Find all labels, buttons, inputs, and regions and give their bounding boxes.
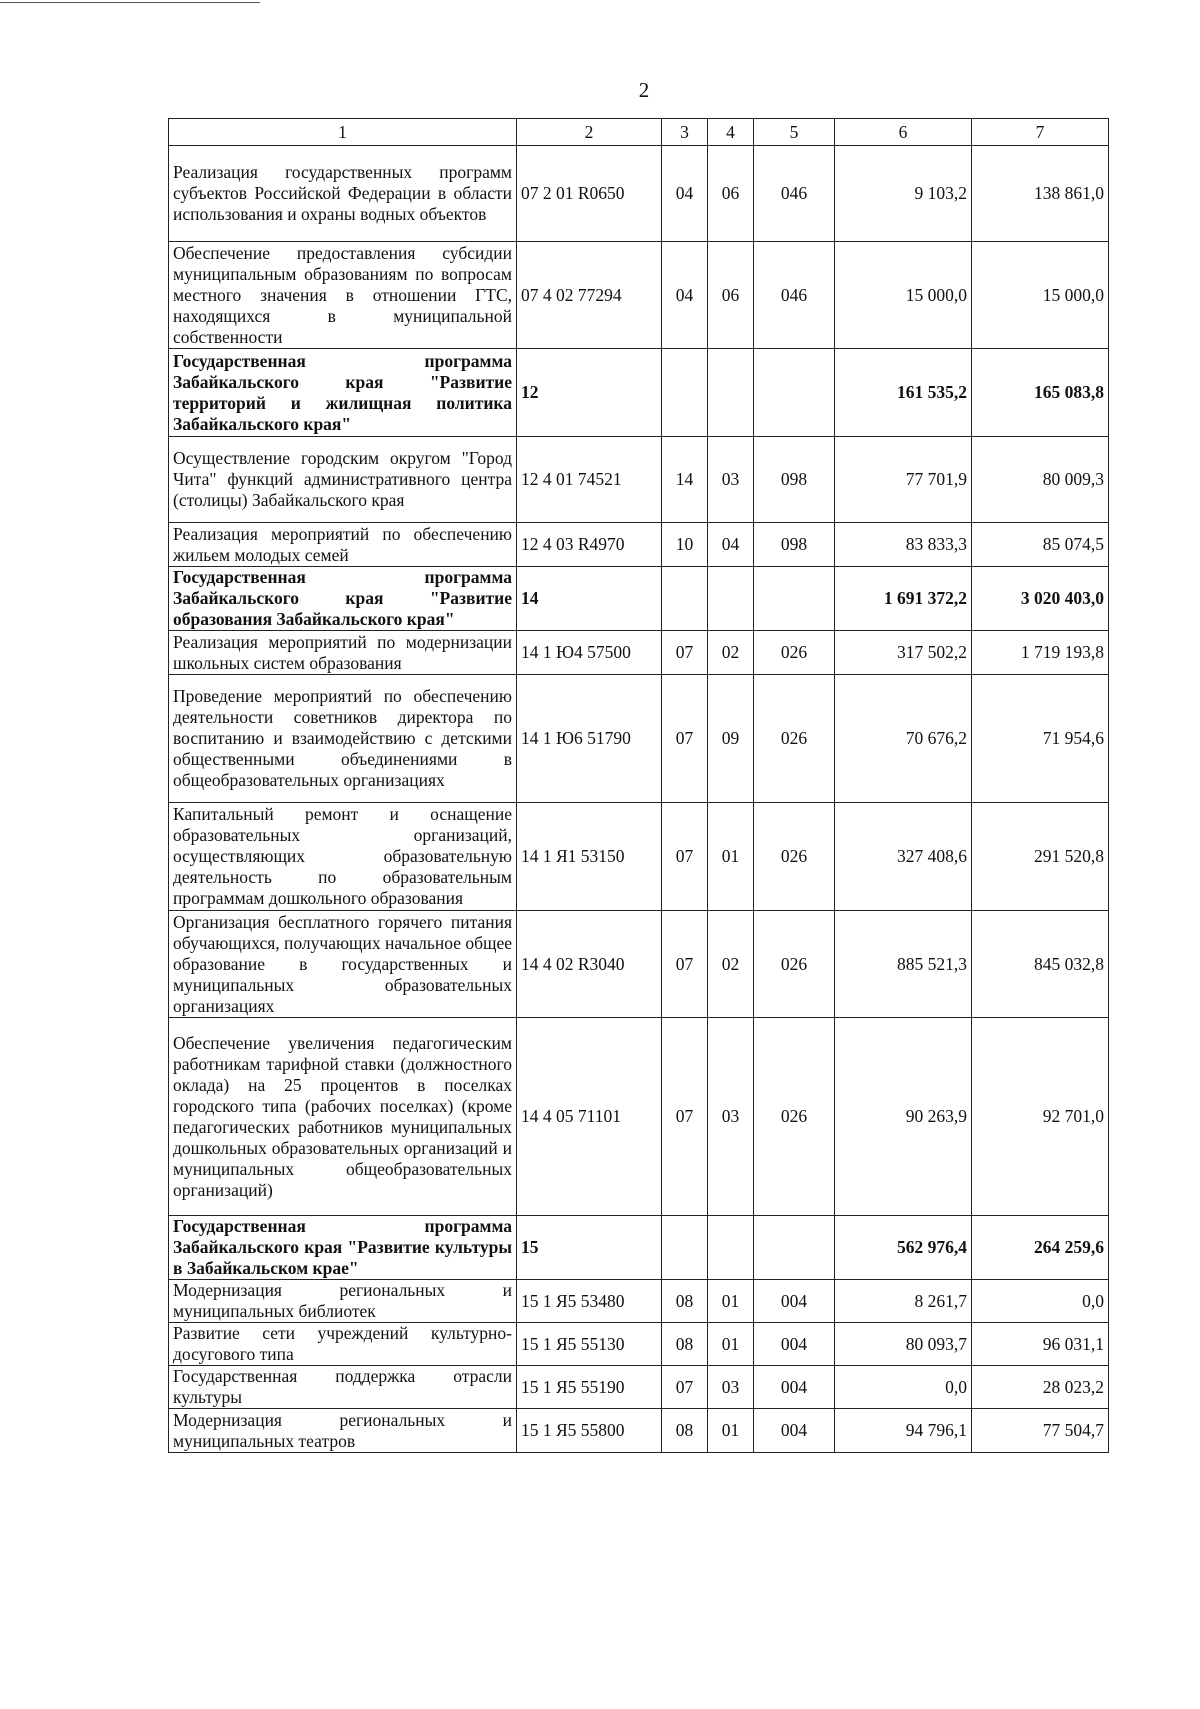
- target-code-cell: 07 4 02 77294: [517, 242, 662, 349]
- column-header: 6: [835, 119, 972, 146]
- admin-code-cell: [754, 567, 835, 631]
- table-row: [169, 523, 1109, 567]
- target-code-cell: 15 1 Я5 55190: [517, 1366, 662, 1409]
- table-row: [169, 1409, 1109, 1453]
- amount-col6-cell: 327 408,6: [835, 803, 972, 911]
- section-cell: 08: [662, 1409, 708, 1453]
- amount-col7-cell: 165 083,8: [972, 349, 1109, 437]
- amount-col6-cell: 562 976,4: [835, 1216, 972, 1280]
- table-row: [169, 631, 1109, 675]
- table-row: [169, 1366, 1109, 1409]
- section-cell: 07: [662, 911, 708, 1018]
- table-row: [169, 437, 1109, 523]
- admin-code-cell: 098: [754, 523, 835, 567]
- column-header: 5: [754, 119, 835, 146]
- amount-col6-cell: 77 701,9: [835, 437, 972, 523]
- section-cell: [662, 567, 708, 631]
- admin-code-cell: [754, 1216, 835, 1280]
- row-name-cell: Государственная программа Забайкальского края "Развитие культуры в Забайкальском крае": [169, 1216, 517, 1280]
- target-code-cell: 07 2 01 R0650: [517, 146, 662, 242]
- budget-table: [168, 118, 1109, 1453]
- amount-col6-cell: 83 833,3: [835, 523, 972, 567]
- amount-col7-cell: 96 031,1: [972, 1323, 1109, 1366]
- target-code-cell: 12 4 03 R4970: [517, 523, 662, 567]
- section-cell: 07: [662, 803, 708, 911]
- section-cell: 08: [662, 1280, 708, 1323]
- target-code-cell: 15 1 Я5 53480: [517, 1280, 662, 1323]
- row-name-cell: Развитие сети учреждений культурно-досугового типа: [169, 1323, 517, 1366]
- table-row: [169, 146, 1109, 242]
- subsection-cell: 01: [708, 1323, 754, 1366]
- target-code-cell: 15 1 Я5 55130: [517, 1323, 662, 1366]
- admin-code-cell: 004: [754, 1323, 835, 1366]
- target-code-cell: 14 1 Ю4 57500: [517, 631, 662, 675]
- amount-col7-cell: 92 701,0: [972, 1018, 1109, 1216]
- admin-code-cell: 026: [754, 803, 835, 911]
- amount-col6-cell: 1 691 372,2: [835, 567, 972, 631]
- amount-col6-cell: 8 261,7: [835, 1280, 972, 1323]
- amount-col7-cell: 28 023,2: [972, 1366, 1109, 1409]
- section-cell: 07: [662, 1018, 708, 1216]
- table-row: [169, 1323, 1109, 1366]
- subsection-cell: 01: [708, 803, 754, 911]
- subsection-cell: 02: [708, 911, 754, 1018]
- amount-col6-cell: 885 521,3: [835, 911, 972, 1018]
- amount-col7-cell: 77 504,7: [972, 1409, 1109, 1453]
- column-header: 1: [169, 119, 517, 146]
- amount-col7-cell: 291 520,8: [972, 803, 1109, 911]
- target-code-cell: 15 1 Я5 55800: [517, 1409, 662, 1453]
- row-name-cell: Капитальный ремонт и оснащение образовательных организаций, осуществляющих образовательную деятельность по образовательным программам дошкольного образования: [169, 803, 517, 911]
- subsection-cell: [708, 567, 754, 631]
- amount-col6-cell: 94 796,1: [835, 1409, 972, 1453]
- row-name-cell: Реализация мероприятий по обеспечению жильем молодых семей: [169, 523, 517, 567]
- amount-col6-cell: 161 535,2: [835, 349, 972, 437]
- admin-code-cell: 004: [754, 1280, 835, 1323]
- section-cell: 10: [662, 523, 708, 567]
- row-name-cell: Реализация государственных программ субъектов Российской Федерации в области использования и охраны водных объектов: [169, 146, 517, 242]
- section-cell: 07: [662, 675, 708, 803]
- amount-col6-cell: 0,0: [835, 1366, 972, 1409]
- table-row: [169, 911, 1109, 1018]
- amount-col6-cell: 90 263,9: [835, 1018, 972, 1216]
- amount-col7-cell: 15 000,0: [972, 242, 1109, 349]
- row-name-cell: Государственная программа Забайкальского края "Развитие территорий и жилищная политика Забайкальского края": [169, 349, 517, 437]
- subsection-cell: 04: [708, 523, 754, 567]
- amount-col6-cell: 317 502,2: [835, 631, 972, 675]
- subsection-cell: [708, 349, 754, 437]
- section-cell: 04: [662, 242, 708, 349]
- program-row: [169, 1216, 1109, 1280]
- amount-col7-cell: 138 861,0: [972, 146, 1109, 242]
- row-name-cell: Модернизация региональных и муниципальных театров: [169, 1409, 517, 1453]
- amount-col7-cell: 264 259,6: [972, 1216, 1109, 1280]
- amount-col7-cell: 71 954,6: [972, 675, 1109, 803]
- target-code-cell: 14 1 Ю6 51790: [517, 675, 662, 803]
- row-name-cell: Обеспечение увеличения педагогическим работникам тарифной ставки (должностного оклада) на 25 процентов в поселках городского типа (рабочих поселках) (кроме педагогических работников муниципальных дошкольных образовательных организаций и муниципальных общеобразовательных организаций): [169, 1018, 517, 1216]
- amount-col7-cell: 85 074,5: [972, 523, 1109, 567]
- subsection-cell: 06: [708, 242, 754, 349]
- target-code-cell: 14 4 05 71101: [517, 1018, 662, 1216]
- section-cell: [662, 1216, 708, 1280]
- table-row: [169, 1018, 1109, 1216]
- amount-col6-cell: 15 000,0: [835, 242, 972, 349]
- admin-code-cell: 046: [754, 242, 835, 349]
- table-header-row: [169, 119, 1109, 146]
- subsection-cell: 01: [708, 1409, 754, 1453]
- column-header: 2: [517, 119, 662, 146]
- amount-col7-cell: 1 719 193,8: [972, 631, 1109, 675]
- program-row: [169, 349, 1109, 437]
- admin-code-cell: 026: [754, 675, 835, 803]
- table-row: [169, 242, 1109, 349]
- row-name-cell: Организация бесплатного горячего питания обучающихся, получающих начальное общее образование в государственных и муниципальных образовательных организациях: [169, 911, 517, 1018]
- section-cell: 07: [662, 631, 708, 675]
- column-header: 3: [662, 119, 708, 146]
- subsection-cell: 06: [708, 146, 754, 242]
- target-code-cell: 15: [517, 1216, 662, 1280]
- subsection-cell: 01: [708, 1280, 754, 1323]
- column-header: 4: [708, 119, 754, 146]
- page-number: 2: [638, 78, 650, 102]
- row-name-cell: Осуществление городским округом "Город Чита" функций административного центра (столицы) Забайкальского края: [169, 437, 517, 523]
- admin-code-cell: 004: [754, 1409, 835, 1453]
- section-cell: 04: [662, 146, 708, 242]
- amount-col6-cell: 70 676,2: [835, 675, 972, 803]
- target-code-cell: 14 1 Я1 53150: [517, 803, 662, 911]
- table-row: [169, 1280, 1109, 1323]
- program-row: [169, 567, 1109, 631]
- row-name-cell: Обеспечение предоставления субсидии муниципальным образованиям по вопросам местного значения в отношении ГТС, находящихся в муниципальной собственности: [169, 242, 517, 349]
- amount-col7-cell: 3 020 403,0: [972, 567, 1109, 631]
- amount-col7-cell: 845 032,8: [972, 911, 1109, 1018]
- row-name-cell: Государственная программа Забайкальского края "Развитие образования Забайкальского края": [169, 567, 517, 631]
- row-name-cell: Реализация мероприятий по модернизации школьных систем образования: [169, 631, 517, 675]
- row-name-cell: Государственная поддержка отрасли культуры: [169, 1366, 517, 1409]
- subsection-cell: 03: [708, 1366, 754, 1409]
- target-code-cell: 14 4 02 R3040: [517, 911, 662, 1018]
- subsection-cell: 09: [708, 675, 754, 803]
- subsection-cell: 03: [708, 1018, 754, 1216]
- row-name-cell: Модернизация региональных и муниципальных библиотек: [169, 1280, 517, 1323]
- subsection-cell: 03: [708, 437, 754, 523]
- amount-col7-cell: 80 009,3: [972, 437, 1109, 523]
- table-row: [169, 675, 1109, 803]
- target-code-cell: 12: [517, 349, 662, 437]
- admin-code-cell: 098: [754, 437, 835, 523]
- section-cell: 14: [662, 437, 708, 523]
- subsection-cell: 02: [708, 631, 754, 675]
- admin-code-cell: 026: [754, 1018, 835, 1216]
- row-name-cell: Проведение мероприятий по обеспечению деятельности советников директора по воспитанию и взаимодействию с детскими общественными объединениями в общеобразовательных организациях: [169, 675, 517, 803]
- table-body: [169, 146, 1109, 1453]
- amount-col6-cell: 80 093,7: [835, 1323, 972, 1366]
- table-row: [169, 803, 1109, 911]
- column-header: 7: [972, 119, 1109, 146]
- target-code-cell: 12 4 01 74521: [517, 437, 662, 523]
- section-cell: 08: [662, 1323, 708, 1366]
- admin-code-cell: 026: [754, 911, 835, 1018]
- admin-code-cell: 026: [754, 631, 835, 675]
- target-code-cell: 14: [517, 567, 662, 631]
- amount-col7-cell: 0,0: [972, 1280, 1109, 1323]
- admin-code-cell: 004: [754, 1366, 835, 1409]
- subsection-cell: [708, 1216, 754, 1280]
- admin-code-cell: 046: [754, 146, 835, 242]
- scan-edge-line: [0, 2, 260, 3]
- amount-col6-cell: 9 103,2: [835, 146, 972, 242]
- section-cell: 07: [662, 1366, 708, 1409]
- admin-code-cell: [754, 349, 835, 437]
- section-cell: [662, 349, 708, 437]
